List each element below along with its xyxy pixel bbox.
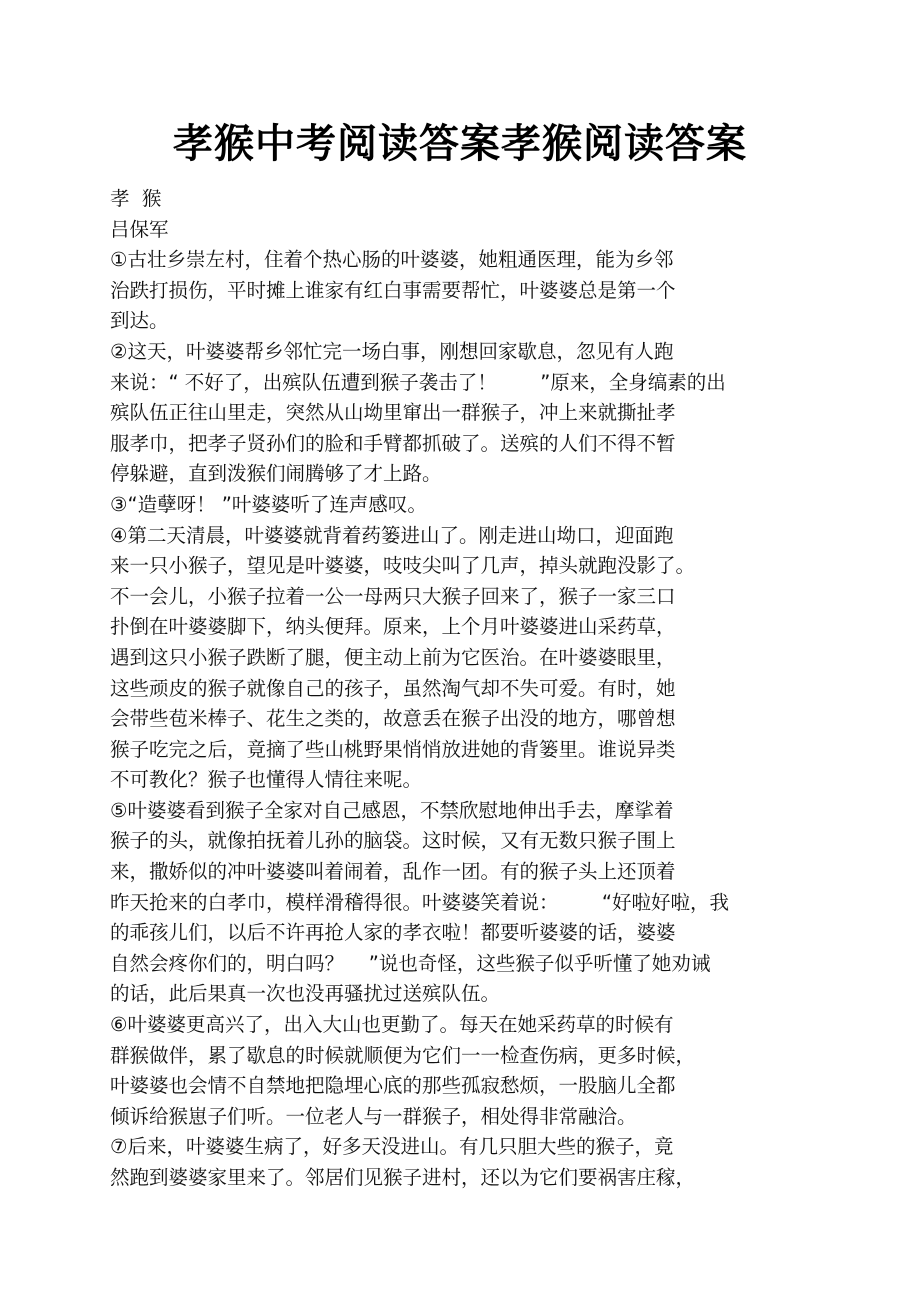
text-line: 这些顽皮的猴子就像自己的孩子，虽然淘气却不失可爱。有时，她 [110,676,676,700]
text-line: 遇到这只小猴子跌断了腿，便主动上前为它医治。在叶婆婆眼里， [110,645,676,669]
text-line: 来一只小猴子，望见是叶婆婆，吱吱尖叫了几声，掉头就跑没影了。 [110,554,696,578]
text-line: 孝 猴 [110,187,162,210]
text-line: ④第二天清晨，叶婆婆就背着药篓进山了。刚走进山坳口，迎面跑 [110,523,674,547]
text-line: 吕保军 [110,217,169,241]
text-line: ⑥叶婆婆更高兴了，出入大山也更勤了。每天在她采药草的时候有 [110,1013,674,1037]
text-line: 治跌打损伤，平时摊上谁家有红白事需要帮忙，叶婆婆总是第一个 [110,278,676,302]
text-line: 的话，此后果真一次也没再骚扰过送殡队伍。 [110,982,501,1006]
text-line: 来，撒娇似的冲叶婆婆叫着闹着，乱作一团。有的猴子头上还顶着 [110,860,676,884]
text-line: 扑倒在叶婆婆脚下，纳头便拜。原来，上个月叶婆婆进山采药草， [110,615,676,639]
document-title: 孝猴中考阅读答案孝猴阅读答案 [173,121,747,167]
text-line: 叶婆婆也会情不自禁地把隐埋心底的那些孤寂愁烦，一股脑儿全都 [110,1074,676,1098]
text-line: 到达。 [110,309,169,333]
document-body [110,184,810,1194]
text-line: ⑤叶婆婆看到猴子全家对自己感恩，不禁欣慰地伸出手去，摩挲着 [110,798,674,822]
text-line: 来说：“ 不好了，出殡队伍遭到猴子袭击了！ ”原来，全身缟素的出 [110,370,726,394]
text-line: 猴子吃完之后，竟摘了些山桃野果悄悄放进她的背篓里。谁说异类 [110,737,676,761]
text-line: 自然会疼你们的，明白吗？ ”说也奇怪，这些猴子似乎听懂了她劝诫 [110,951,711,975]
text-line: ①古壮乡崇左村，住着个热心肠的叶婆婆，她粗通医理，能为乡邻 [110,248,674,272]
text-line: 殡队伍正往山里走，突然从山坳里窜出一群猴子，冲上来就撕扯孝 [110,401,676,425]
text-line: 然跑到婆婆家里来了。邻居们见猴子进村，还以为它们要祸害庄稼， [110,1166,696,1189]
text-line: 的乖孩儿们，以后不许再抢人家的孝衣啦！都要听婆婆的话，婆婆 [110,921,676,945]
text-line: ②这天，叶婆婆帮乡邻忙完一场白事，刚想回家歇息，忽见有人跑 [110,339,674,363]
text-line: 倾诉给猴崽子们听。一位老人与一群猴子，相处得非常融洽。 [110,1104,637,1128]
text-line: ⑦后来，叶婆婆生病了，好多天没进山。有几只胆大些的猴子，竟 [110,1135,674,1159]
text-line: 猴子的头，就像拍抚着儿孙的脑袋。这时候，又有无数只猴子围上 [110,829,676,853]
text-line: 昨天抢来的白孝巾，模样滑稽得很。叶婆婆笑着说： “好啦好啦，我 [110,890,729,914]
text-line: 群猴做伴，累了歇息的时候就顺便为它们一一检查伤病，更多时候， [110,1043,696,1067]
text-line: 不可教化？猴子也懂得人情往来呢。 [110,768,423,792]
text-line: 会带些苞米棒子、花生之类的，故意丢在猴子出没的地方，哪曾想 [110,707,676,731]
text-line: 服孝巾，把孝子贤孙们的脸和手臂都抓破了。送殡的人们不得不暂 [110,431,676,455]
text-line: ③“造孽呀！ ”叶婆婆听了连声感叹。 [110,492,427,516]
text-line: 停躲避，直到泼猴们闹腾够了才上路。 [110,462,442,486]
text-line: 不一会儿，小猴子拉着一公一母两只大猴子回来了，猴子一家三口 [110,584,676,608]
